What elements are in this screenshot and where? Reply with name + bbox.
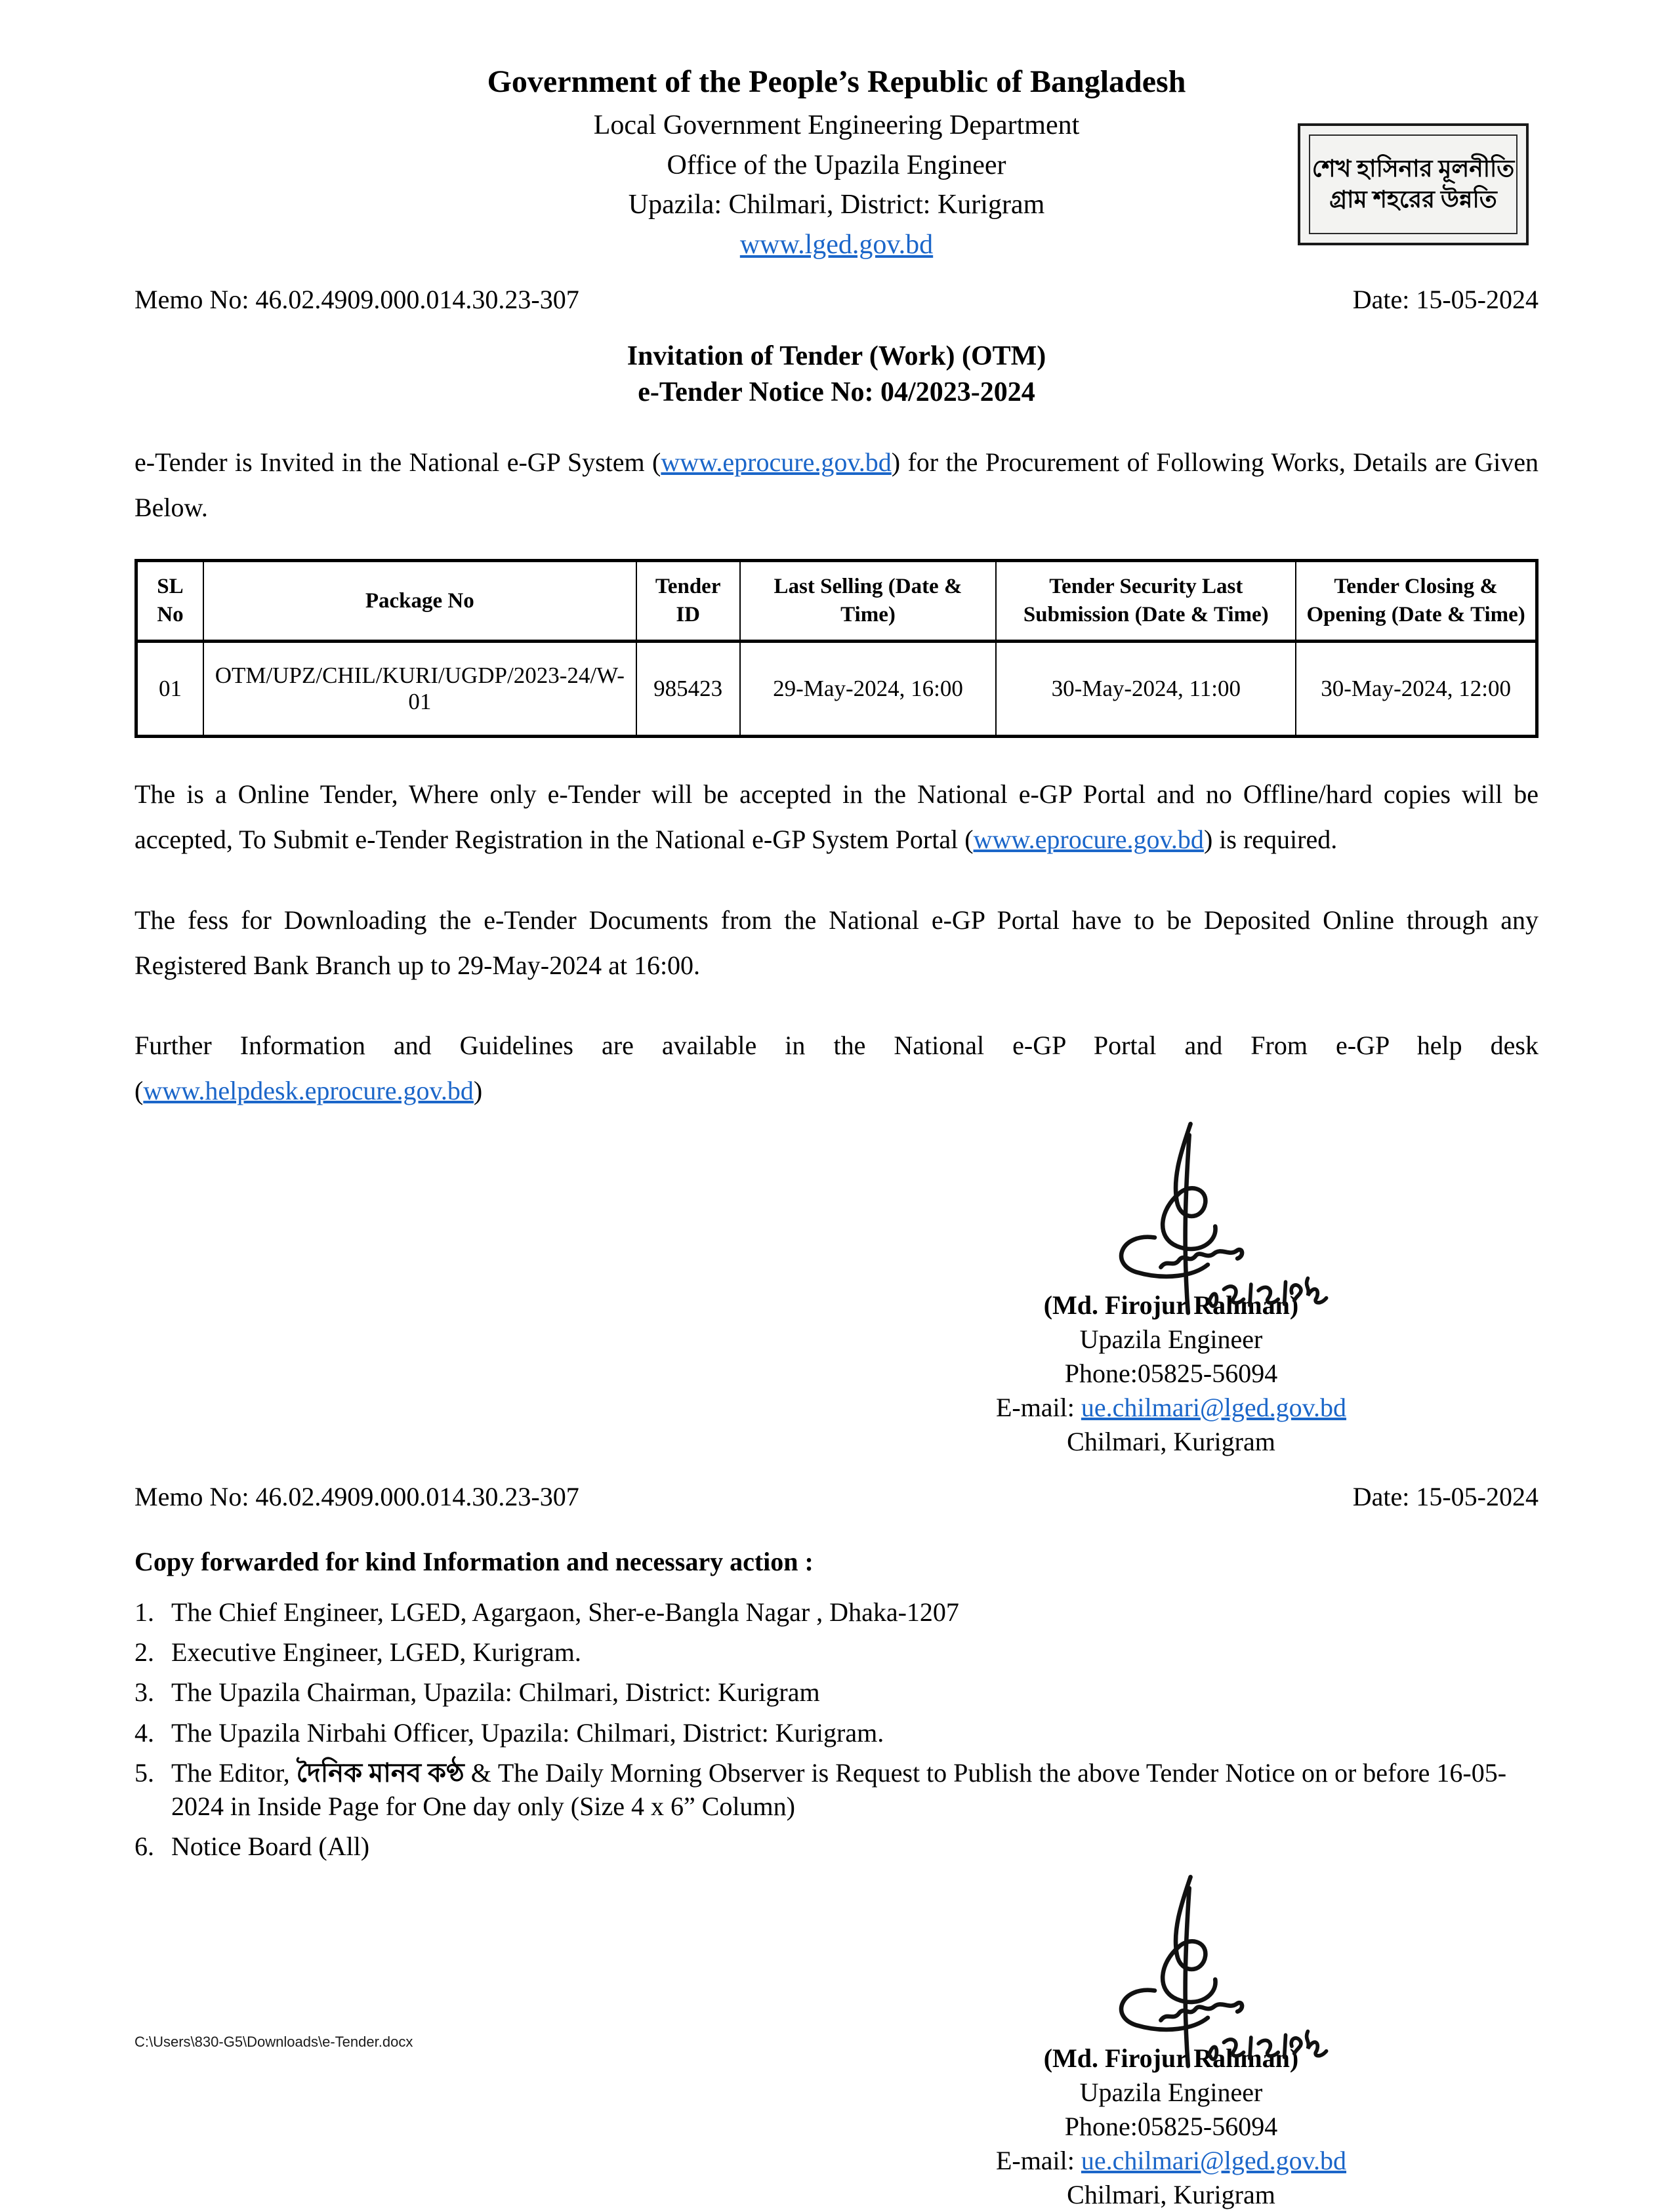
intro-text-pre: e-Tender is Invited in the National e-GP System ( [134,447,661,477]
signatory-title: Upazila Engineer [1079,2078,1263,2108]
memo-row-1 [134,284,1539,315]
fees-paragraph: The fess for Downloading the e-Tender Documents from the National e-GP Portal have to be Deposited Online through any Registered Bank Branch up to 29-May-2024 at 16:00. [134,905,1539,980]
memo-row-2 [134,1481,1539,1512]
tender-invitation-title: Invitation of Tender (Work) (OTM) [627,341,1046,371]
list-item [134,1830,1539,1863]
further-info-paragraph [134,1023,1539,1114]
list-item-number: 5. [134,1757,154,1788]
col-header-package-no: Package No [203,561,636,642]
online-text-pre: The is a Online Tender, Where only e-Tender will be accepted in the National e-GP Portal and no Offline/hard copies will be accepted, To Submit e-Tender Registration in the National e-GP System Portal ( [134,779,1539,855]
signatory-phone: Phone:05825-56094 [1064,2112,1278,2142]
slogan-box [1298,123,1529,245]
helpdesk-link[interactable]: www.helpdesk.eprocure.gov.bd [143,1076,474,1106]
notice-titles [134,338,1539,411]
signature-block-1 [823,1116,1519,1459]
col-header-security-submission: Tender Security Last Submission (Date & Time) [996,561,1296,642]
signatory-name: (Md. Firojur Rahman) [1043,2043,1299,2074]
memo-date-2: Date: 15-05-2024 [1352,1482,1539,1512]
signatory-email-line [823,1391,1519,1425]
intro-paragraph [134,440,1539,531]
list-item-number: 2. [134,1637,154,1668]
list-item-number: 4. [134,1717,154,1748]
eprocure-link[interactable]: www.eprocure.gov.bd [661,447,892,477]
eprocure-link-2[interactable]: www.eprocure.gov.bd [973,825,1204,855]
table-header-row [136,561,1537,642]
signatory-email-link[interactable]: ue.chilmari@lged.gov.bd [1081,2146,1347,2176]
government-title: Government of the People’s Republic of Bangladesh [487,64,1186,99]
cell-package-no: OTM/UPZ/CHIL/KURI/UGDP/2023-24/W-01 [203,642,636,737]
signatory-name: (Md. Firojur Rahman) [1043,1290,1299,1321]
tender-table [134,559,1539,738]
list-item [134,1675,1539,1709]
signature-scribble-icon [1053,1870,1361,2079]
lged-website-link[interactable]: www.lged.gov.bd [739,229,934,260]
online-text-post: ) is required. [1203,825,1338,855]
cell-last-selling: 29-May-2024, 16:00 [740,642,997,737]
list-item-number: 3. [134,1677,154,1708]
signatory-email-link[interactable]: ue.chilmari@lged.gov.bd [1081,1393,1347,1423]
memo-number: Memo No: 46.02.4909.000.014.30.23-307 [134,285,579,314]
copy-forwarded-heading: Copy forwarded for kind Information and necessary action : [134,1547,814,1577]
editor-text-pre: The Editor, [171,1757,297,1788]
slogan-line-2: গ্রাম শহরের উন্নতি [1329,186,1497,213]
signatory-email-line [823,2144,1519,2178]
online-tender-paragraph [134,772,1539,863]
upazila-district-line: Upazila: Chilmari, District: Kurigram [628,190,1045,220]
copy-forwarded-list [134,1595,1539,1863]
slogan-line-1: শেখ হাসিনার মূলনীতি [1312,155,1515,182]
list-item-text: The Chief Engineer, LGED, Agargaon, Sher-e-Bangla Nagar , Dhaka-1207 [171,1597,959,1628]
etender-notice-number: e-Tender Notice No: 04/2023-2024 [638,377,1035,408]
office-name: Office of the Upazila Engineer [667,150,1006,180]
list-item-text: Notice Board (All) [171,1832,370,1862]
slogan-box-inner [1309,134,1518,234]
list-item-number: 6. [134,1832,154,1862]
cell-tender-id: 985423 [636,642,740,737]
memo-number-2: Memo No: 46.02.4909.000.014.30.23-307 [134,1482,579,1512]
cell-closing-opening: 30-May-2024, 12:00 [1296,642,1537,737]
signature-block-2 [823,1870,1519,2212]
list-item-text [171,1756,1539,1823]
list-item [134,1635,1539,1669]
list-item-text: Executive Engineer, LGED, Kurigram. [171,1637,581,1668]
col-header-tender-id: Tender ID [636,561,740,642]
table-row [136,642,1537,737]
intro-text-post: ) for the Procurement of Following Works, Details are Given Below. [134,447,1539,522]
editor-text-post: & The Daily Morning Observer is Request to Publish the above Tender Notice on or before 16-05-2024 in Inside Page for One day only (Size 4 x 6” Column) [171,1757,1507,1821]
department-name: Local Government Engineering Department [593,110,1080,140]
signatory-phone: Phone:05825-56094 [1064,1359,1278,1389]
list-item-number: 1. [134,1597,154,1628]
signature-date-scribble [1209,2032,1327,2059]
newspaper-name-bengali: দৈনিক মানব কণ্ঠ [296,1757,465,1788]
col-header-closing-opening: Tender Closing & Opening (Date & Time) [1296,561,1537,642]
signatory-location: Chilmari, Kurigram [1067,2180,1275,2210]
list-item [134,1595,1539,1629]
signatory-title: Upazila Engineer [1079,1324,1263,1355]
list-item-text: The Upazila Nirbahi Officer, Upazila: Chilmari, District: Kurigram. [171,1717,884,1748]
cell-sl-no: 01 [136,642,203,737]
list-item [134,1756,1539,1823]
memo-date: Date: 15-05-2024 [1352,285,1539,314]
signatory-location: Chilmari, Kurigram [1067,1427,1275,1457]
email-label: E-mail: [995,2146,1081,2176]
signature-scribble-icon [1053,1116,1361,1326]
email-label: E-mail: [995,1393,1081,1423]
col-header-last-selling: Last Selling (Date & Time) [740,561,997,642]
cell-security-submission: 30-May-2024, 11:00 [996,642,1296,737]
list-item-text: The Upazila Chairman, Upazila: Chilmari, District: Kurigram [171,1677,820,1708]
list-item [134,1716,1539,1750]
further-text-post: ) [473,1076,483,1106]
further-text-pre: Further Information and Guidelines are available in the National e-GP Portal and From e-GP help desk ( [134,1031,1539,1106]
signature-date-scribble [1209,1279,1327,1306]
document-file-path: C:\Users\830-G5\Downloads\e-Tender.docx [134,2034,413,2050]
col-header-sl-no: SL No [136,561,203,642]
